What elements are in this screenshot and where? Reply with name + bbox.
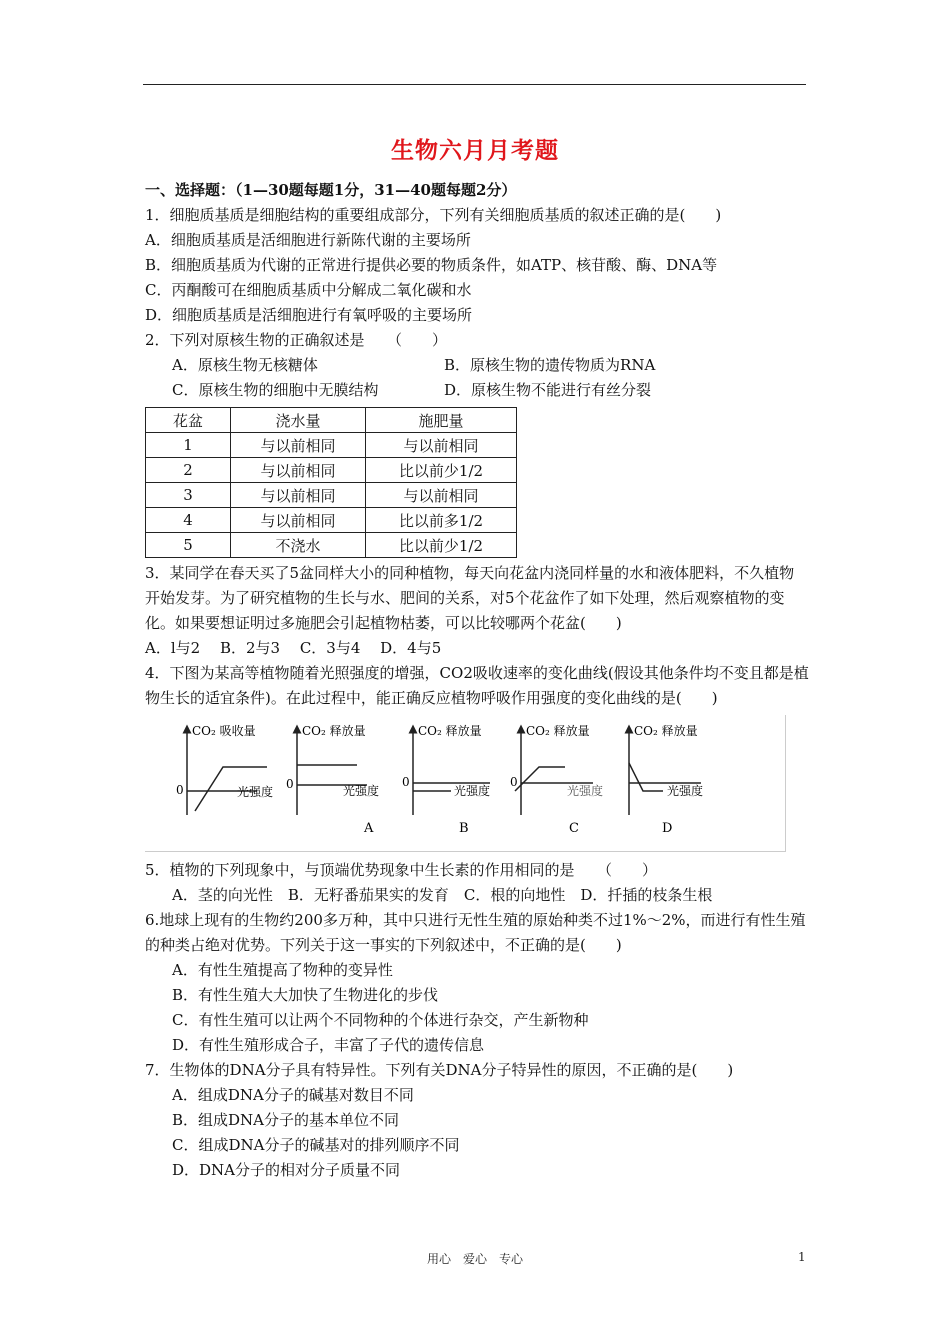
- table-cell: 比以前少1/2: [366, 458, 517, 483]
- option-c: C．丙酮酸可在细胞质基质中分解成二氧化碳和水: [145, 281, 472, 299]
- question-stem: 3．某同学在春天买了5盆同样大小的同种植物，每天向花盆内浇同样量的水和液体肥料，不久植物开始发芽。为了研究植物的生长与水、肥间的关系，对5个花盆作了如下处理，然后观察植物的变化。如果要想证明过多施肥会引起植物枯萎，可以比较哪两个花盆( ): [145, 564, 795, 632]
- option-c: C．有性生殖可以让两个不同物种的个体进行杂交，产生新物种: [172, 1011, 589, 1029]
- table-cell: 比以前少1/2: [366, 533, 517, 558]
- table-header-row: [146, 408, 517, 433]
- table-cell: 与以前相同: [231, 483, 366, 508]
- option-c: C．组成DNA分子的碱基对的排列顺序不同: [172, 1136, 460, 1154]
- graph-a-ylabel: CO₂ 释放量: [302, 724, 366, 738]
- table-row: [146, 533, 517, 558]
- table-cell: 与以前相同: [231, 458, 366, 483]
- table-header: 浇水量: [231, 408, 366, 433]
- table-cell: 与以前相同: [231, 508, 366, 533]
- graph-a: [297, 729, 367, 815]
- graph-c: [515, 729, 593, 815]
- graph-b-origin: 0: [402, 775, 410, 789]
- graph-d: [629, 729, 704, 815]
- table-header: 花盆: [146, 408, 231, 433]
- table-cell: 2: [146, 458, 231, 483]
- question-4: [145, 661, 809, 852]
- flowerpot-table: [145, 407, 517, 558]
- option-a: A．组成DNA分子的碱基对数目不同: [172, 1086, 414, 1104]
- option-b: B．组成DNA分子的基本单位不同: [172, 1111, 400, 1129]
- table-cell: 不浇水: [231, 533, 366, 558]
- option-b: B．有性生殖大大加快了生物进化的步伐: [172, 986, 439, 1004]
- graph-c-letter: C: [569, 821, 579, 836]
- co2-graphs: [145, 715, 785, 851]
- question-stem: 6.地球上现有的生物约200多万种，其中只进行无性生殖的原始种类不过1%～2%，而进行有性生殖的种类占绝对优势。下列关于这一事实的下列叙述中，不正确的是( ): [145, 911, 806, 954]
- question-5: [145, 858, 809, 908]
- question-7: [145, 1058, 809, 1183]
- option-a: A．细胞质基质是活细胞进行新陈代谢的主要场所: [145, 231, 471, 249]
- section-heading: 一、选择题：（1—30题每题1分，31—40题每题2分）: [145, 181, 517, 199]
- question-stem: 2．下列对原核生物的正确叙述是 （ ）: [145, 331, 448, 349]
- option-b: B．细胞质基质为代谢的正常进行提供必要的物质条件，如ATP、核苷酸、酶、DNA等: [145, 256, 718, 274]
- table-cell: 比以前多1/2: [366, 508, 517, 533]
- question-options: A．茎的向光性 B．无籽番茄果实的发育 C．根的向地性 D．扦插的枝条生根: [172, 886, 713, 904]
- table-cell: 与以前相同: [366, 433, 517, 458]
- table-row: [146, 458, 517, 483]
- graph-a-origin: 0: [286, 777, 294, 791]
- option-row: [145, 378, 809, 403]
- graph-d-ylabel: CO₂ 释放量: [634, 724, 698, 738]
- option-row: [145, 353, 809, 378]
- graph-co2-absorption: [187, 729, 267, 815]
- question-stem: 5．植物的下列现象中，与顶端优势现象中生长素的作用相同的是 （ ）: [145, 861, 658, 879]
- table-cell: 5: [146, 533, 231, 558]
- option-d: D．原核生物不能进行有丝分裂: [444, 381, 652, 399]
- table-header: 施肥量: [366, 408, 517, 433]
- co2-graphs-figure: [145, 715, 786, 852]
- option-b: B．原核生物的遗传物质为RNA: [444, 356, 656, 374]
- question-2: [145, 328, 809, 403]
- table-cell: 1: [146, 433, 231, 458]
- option-d: D．DNA分子的相对分子质量不同: [172, 1161, 401, 1179]
- table-cell: 与以前相同: [366, 483, 517, 508]
- table-cell: 与以前相同: [231, 433, 366, 458]
- graph-b: [413, 729, 490, 815]
- question-stem: 4．下图为某高等植物随着光照强度的增强，CO2吸收速率的变化曲线(假设其他条件均不变且都是植物生长的适宜条件)。在此过程中，能正确反应植物呼吸作用强度的变化曲线的是( ): [145, 664, 809, 707]
- option-d: D．细胞质基质是活细胞进行有氧呼吸的主要场所: [145, 306, 473, 324]
- question-6: [145, 908, 809, 1058]
- table-row: [146, 483, 517, 508]
- graph-b-xlabel: 光强度: [454, 784, 491, 798]
- table-row: [146, 508, 517, 533]
- graph-b-ylabel: CO₂ 释放量: [418, 724, 482, 738]
- option-a: A．原核生物无核糖体: [172, 356, 318, 374]
- option-c: C．原核生物的细胞中无膜结构: [172, 381, 379, 399]
- graph-b-letter: B: [459, 821, 469, 836]
- option-a: A．有性生殖提高了物种的变异性: [172, 961, 393, 979]
- exam-content: [145, 178, 809, 1183]
- page-footer: 用心 爱心 专心: [426, 1252, 523, 1266]
- question-stem: 1．细胞质基质是细胞结构的重要组成部分，下列有关细胞质基质的叙述正确的是( ): [145, 206, 722, 224]
- question-options: A．l与2 B．2与3 C．3与4 D．4与5: [145, 639, 442, 657]
- graph-d-xlabel: 光强度: [667, 784, 704, 798]
- page-number: 1: [798, 1250, 806, 1264]
- table-row: [146, 433, 517, 458]
- table-cell: 3: [146, 483, 231, 508]
- header-rule: [143, 84, 806, 85]
- page-title: 生物六月月考题: [391, 137, 559, 164]
- graph-d-letter: D: [662, 821, 673, 836]
- question-1: [145, 203, 809, 328]
- graph-c-origin: 0: [510, 775, 518, 789]
- question-3: [145, 561, 809, 661]
- graph-a-xlabel: 光强度: [343, 784, 380, 798]
- graph-c-ylabel: CO₂ 释放量: [526, 724, 590, 738]
- table-cell: 4: [146, 508, 231, 533]
- graph-1-ylabel: CO₂ 吸收量: [192, 724, 256, 738]
- question-stem: 7．生物体的DNA分子具有特异性。下列有关DNA分子特异性的原因，不正确的是( ): [145, 1061, 734, 1079]
- graph-1-xlabel: 光强度: [237, 785, 274, 799]
- graph-a-letter: A: [364, 821, 374, 836]
- graph-c-xlabel: 光强度: [567, 784, 604, 798]
- option-d: D．有性生殖形成合子，丰富了子代的遗传信息: [172, 1036, 485, 1054]
- graph-1-origin: 0: [176, 783, 184, 797]
